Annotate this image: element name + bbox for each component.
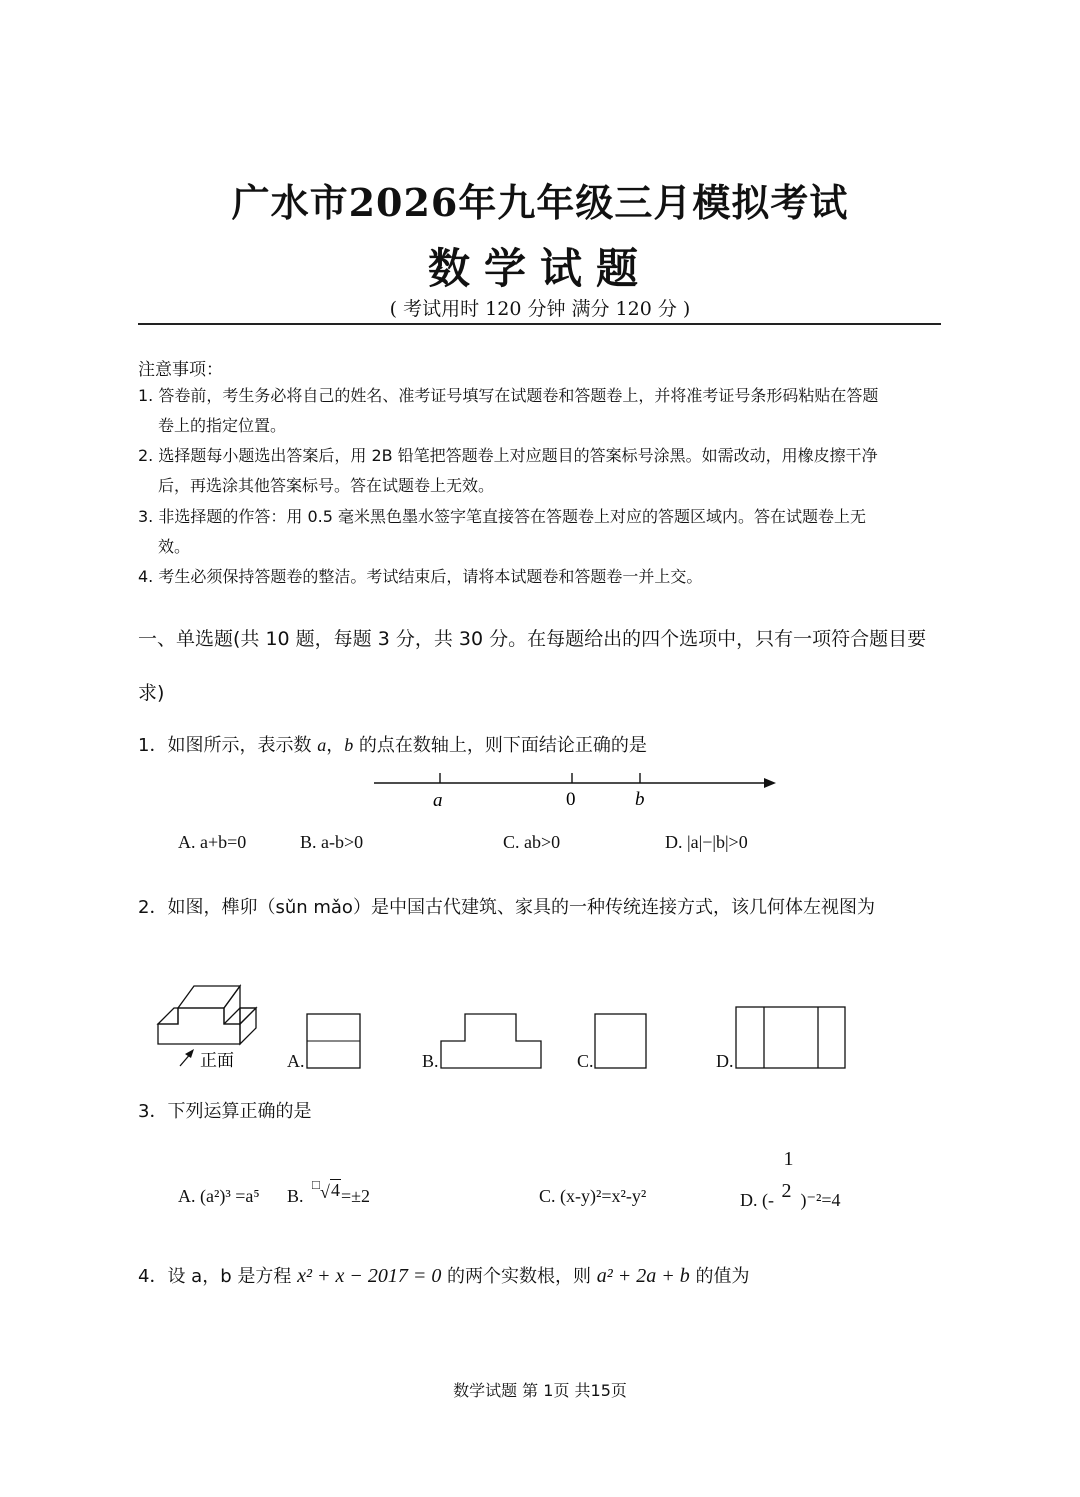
q1-option-c[interactable]: C. ab>0 <box>503 832 561 852</box>
q4-text: 的两个实数根，则 <box>441 1266 597 1287</box>
axis-label-b: b <box>635 789 645 810</box>
radicand: 4 <box>331 1180 341 1200</box>
q1-text: 的点在数轴上，则下面结论正确的是 <box>353 735 647 756</box>
q1-var-a: a <box>317 735 327 755</box>
mortise-tenon-figure <box>150 978 280 1074</box>
question-4-stem <box>138 1262 750 1288</box>
q4-expression: a² + 2a + b <box>596 1265 690 1287</box>
q3-option-b-suffix: =±2 <box>341 1186 371 1206</box>
notice-line: 1. 答卷前，考生务必将自己的姓名、准考证号填写在试题卷和答题卷上，并将准考证号条形码粘贴在答题 <box>138 386 879 405</box>
q1-var-b: b <box>344 735 354 755</box>
q4-equation: x² + x − 2017 = 0 <box>297 1265 442 1287</box>
right-face <box>240 1008 256 1044</box>
top-side <box>224 986 240 1024</box>
q2-option-c-label[interactable]: C. <box>577 1051 594 1071</box>
q3-option-b[interactable] <box>287 1177 371 1207</box>
q1-option-b[interactable]: B. a-b>0 <box>300 832 364 852</box>
q1-option-d[interactable]: D. |a|−|b|>0 <box>665 832 748 852</box>
fraction <box>779 1148 801 1206</box>
radical-sign-icon: √ <box>320 1182 330 1202</box>
exam-info: ( 考试用时 120 分钟 满分 120 分 ) <box>389 298 691 320</box>
q3-option-b-prefix: B. <box>287 1186 304 1206</box>
stepped-shape <box>441 1014 541 1068</box>
base-left-top <box>158 1008 178 1024</box>
question-1-stem <box>138 731 647 757</box>
q1-option-a[interactable]: A. a+b=0 <box>178 832 247 852</box>
notice-line: 后，再选涂其他答案标号。答在试题卷上无效。 <box>158 476 495 495</box>
page-title: 数学试题 <box>427 244 652 293</box>
notice-item <box>138 441 943 501</box>
q2-option-b-figure[interactable] <box>440 1013 544 1071</box>
notice-item <box>138 502 943 562</box>
arrow-icon <box>185 1049 194 1058</box>
q3-option-c[interactable]: C. (x-y)²=x²-y² <box>539 1186 647 1206</box>
notice-line: 4. 考生必须保持答题卷的整洁。考试结束后，请将本试题卷和答题卷一并上交。 <box>138 567 703 586</box>
exam-title: 广水市2026年九年级三月模拟考试 <box>231 180 849 225</box>
notice-line: 效。 <box>158 537 191 556</box>
q3-option-d-prefix: D. (- <box>740 1190 774 1210</box>
axis-label-a: a <box>433 790 443 811</box>
arrow-icon <box>764 778 776 788</box>
question-2-stem: 2．如图，榫卯（sǔn mǎo）是中国古代建筑、家具的一种传统连接方式，该几何体左视图为 <box>138 897 875 918</box>
q2-option-d-figure[interactable] <box>735 1006 847 1071</box>
page-footer: 数学试题 第 1页 共15页 <box>453 1381 627 1400</box>
q2-option-a-label[interactable]: A. <box>287 1051 305 1071</box>
notice-line: 2. 选择题每小题选出答案后，用 2B 铅笔把答题卷上对应题目的答案标号涂黑。如需改动，用橡皮擦干净 <box>138 446 878 465</box>
radical <box>308 1177 341 1207</box>
question-3-stem: 3．下列运算正确的是 <box>138 1101 312 1122</box>
q4-text: 的值为 <box>689 1266 750 1287</box>
q1-text: 1．如图所示，表示数 <box>138 735 318 756</box>
header-divider <box>138 323 941 325</box>
axis-label-0: 0 <box>566 789 576 810</box>
notice-title: 注意事项： <box>138 360 223 380</box>
section-heading: 一、单选题(共 10 题，每题 3 分，共 30 分。在每题给出的四个选项中，只有一项符合题目要求) <box>138 628 927 704</box>
number-line-figure <box>370 768 780 814</box>
q3-option-d[interactable] <box>740 1148 841 1211</box>
fraction-numerator: 1 <box>783 1148 794 1170</box>
edge <box>224 1008 240 1024</box>
q2-option-a-figure[interactable] <box>306 1013 362 1071</box>
outer-rect <box>736 1007 845 1068</box>
notice-line: 卷上的指定位置。 <box>158 416 287 435</box>
front-label: 正面 <box>200 1051 234 1071</box>
notice-item <box>138 381 943 441</box>
notice-item <box>138 562 943 592</box>
q2-option-b-label[interactable]: B. <box>422 1051 439 1071</box>
q4-text: 4．设 a，b 是方程 <box>138 1266 298 1287</box>
q2-option-d-label[interactable]: D. <box>716 1051 734 1071</box>
square-shape <box>595 1014 646 1068</box>
q2-option-c-figure[interactable] <box>594 1013 648 1071</box>
fraction-denominator: 2 <box>781 1180 792 1202</box>
q3-option-a[interactable]: A. (a²)³ =a⁵ <box>178 1186 260 1206</box>
q3-option-d-suffix: )⁻²=4 <box>800 1190 841 1210</box>
q1-sep: ， <box>326 735 345 756</box>
top-face <box>178 986 240 1008</box>
radical-index-box: □ <box>312 1177 320 1192</box>
notice-line: 3. 非选择题的作答：用 0.5 毫米黑色墨水签字笔直接答在答题卷上对应的答题区域内。答在试题卷上无 <box>138 507 866 526</box>
front-face <box>158 1008 240 1044</box>
